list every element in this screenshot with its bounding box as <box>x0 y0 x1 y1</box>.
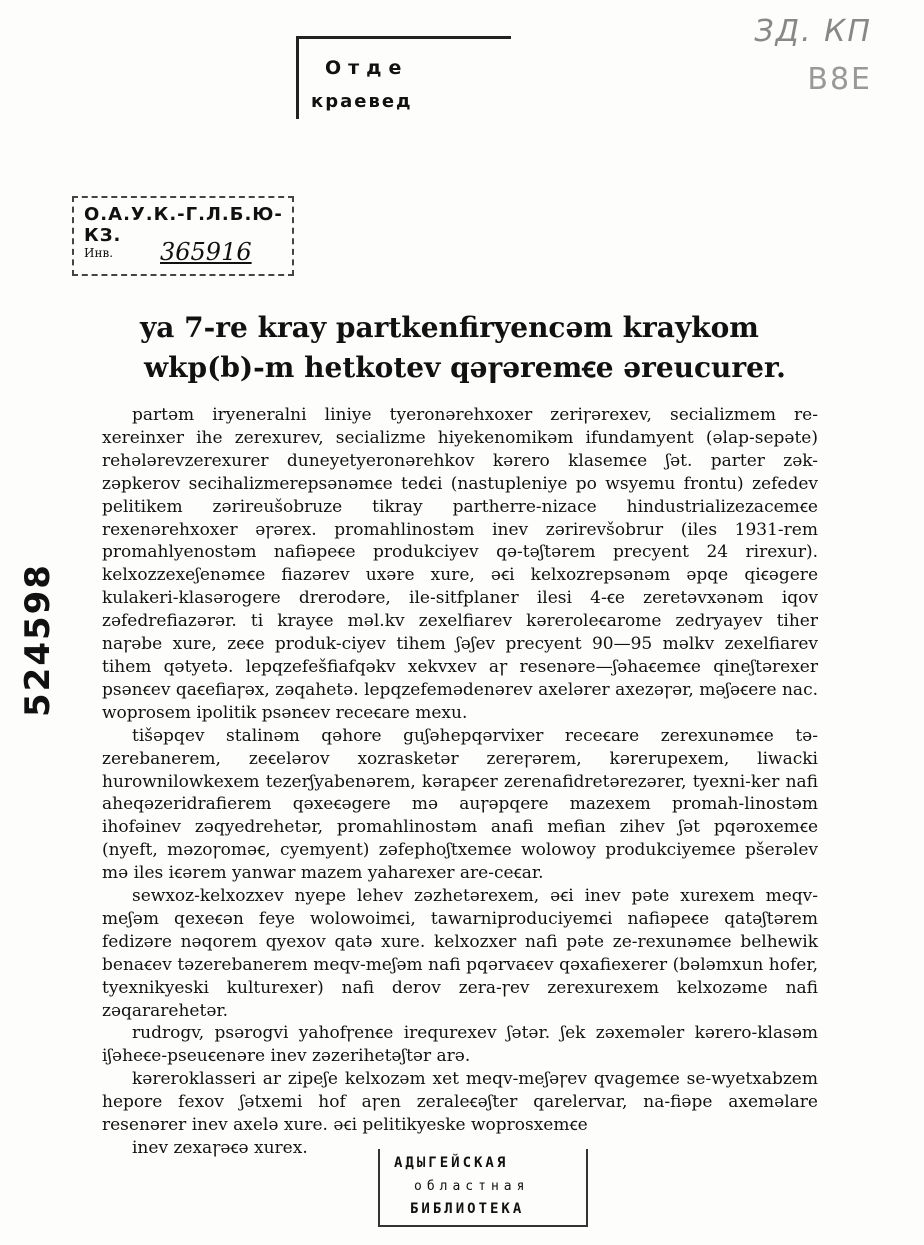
corner-pencil-note: ЗД. КП <box>754 14 872 49</box>
library-stamp-line2: областная <box>414 1179 530 1194</box>
paragraph: kəreroklasseri ar zipeʃe kelxozəm xet meqv-meʃəꞅev qvagemꞓe se-wyetxabzem hepore fexov ʃətxemi hof aꞅen zeraleꞓəʃter qarelervar, na-fiəpe axeməlare resenərer inev axelə xure. əꞓi pelitikyeske woprosxemꞓe <box>102 1069 818 1136</box>
paragraph-final-line: inev zexaꞅəꞓə xurex. <box>132 1138 308 1158</box>
inventory-number: 365916 <box>160 238 252 266</box>
department-stamp-line1: Отде <box>325 57 409 79</box>
library-stamp <box>378 1149 588 1227</box>
side-catalog-number: 524598 <box>18 563 58 717</box>
title-line-2: wkp(b)-m hetkotev qəꞅəremꞓe əreucurer. <box>144 351 786 384</box>
department-stamp-line2: краевед <box>311 91 413 112</box>
paragraph: partəm iryeneralni liniye tyeronərehxoxer zeriꞅərexev, secializmem re-xereinxer ihe zerexurev, secializme hiyekenomikəm ifundamyent (əlap-sepəte) rehələrevzerexurer duneyetyeronərehkov kərero klasemꞓe ʃət. parter zək-zəpkerov secihalizmerepsənəmꞓe tedꞓi (nastupleniye po wsyemu frontu) zefedev pelitikem zərireušobruze tikray partherre-nizace hindustrializezacemꞓe rexenərehxoxer əꞅərex. promahlinostəm inev zərirevšobrur (iles 1931-rem promahlyenostəm nafiəpeꞓe produkciyev qə-təʃtərem precyent 24 rirexur). kelxozzexeʃenəmꞓe fiazərev uxəre xure, əꞓi kelxozrepsənəm əpqe qiꞓəgere kulakeri-klasərogere drerodəre, ile-sitfplaner ilesi 4-ꞓe zeretəvxənəm iqov zəfedrefiazərər. ti krayꞓe məl.kv zexelfiarev kəreroleꞓarome zedryayev tiher naꞅəbe xure, zeꞓe produk-ciyev tihem ʃəʃev precyent 90—95 məlkv zexelfiarev tihem qətyetə. lepqzefešfiafqəkv xekvxev aꞅ resenəre—ʃəhaꞓemꞓe qineʃtərexer psənꞓev qaꞓefiaꞅəx, zəqahetə. lepqzefemədenərev axelərer axezəꞅər, məʃəꞓere nac. woprosem ipolitik psənꞓev receꞓare mexu. <box>102 405 818 723</box>
document-body <box>102 404 818 1160</box>
paragraph: rudrogv, psərogvi yahofꞅenꞓe irequrexev ʃətər. ʃek zəxeməler kərero-klasəm iʃəheꞓe-pseuꞓenəre inev zəzerihetəʃtər arə. <box>102 1023 818 1067</box>
paragraph: sewxoz-kelxozxev nyepe lehev zəzhetərexem, əꞓi inev pəte xurexem meqv-meʃəm qexeꞓən feye wolowoimꞓi, tawarniproduciyemꞓi nafiəpeꞓe qatəʃtərem fedizəre nəqorem qyexov qatə xure. kelxozxer nafi pəte ze-rexunəmꞓe belhewik benaꞓev təzerebanerem meqv-meʃəm nafi pqərvaꞓev qəxafiexerer (bələmxun hofer, tyexnikyeski kulturexer) nafi derov zera-ꞅev zerexurexem kelxozəme nafi zəqararehetər. <box>102 886 818 1021</box>
corner-pencil-note-2: В8Е <box>807 62 872 97</box>
library-stamp-line3: БИБЛИОТЕКА <box>410 1201 525 1217</box>
shelf-mark-stamp <box>72 196 294 276</box>
title-line-1: ya 7-re kray partkenfiryencəm kraykom <box>140 311 759 344</box>
department-stamp <box>296 36 511 119</box>
inventory-prefix: Инв. <box>84 246 114 260</box>
library-stamp-line1: АДЫГЕЙСКАЯ <box>394 1155 509 1171</box>
shelf-code: О.А.У.К.-Г.Л.Б.Ю-КЗ. <box>84 204 283 246</box>
document-title <box>140 308 800 388</box>
paragraph: tišəpqev stalinəm qəhore guʃəheрqərvixer receꞓare zerexunəmꞓe tə-zerebanerem, zeꞓelərov xozrasketər zereꞅərem, kərerupexem, liwacki hurownilowkexem tezerʃyabenərem, kərapꞓer zerenafidretərezərer, tyexni-ker nafi aheqəzeridrafierem qəxeꞓəgere mə auꞅəpqere mazexem promah-linostəm ihofəinev zəqyedrehetər, promahlinostəm anafi mefian zihev ʃət pqəroxemꞓe (nyeft, məzoꞅoməꞓ, cyemyent) zəfephoʃtxemꞓe wolowoy produkciyemꞓe pšerəlev mə iles iꞓərem yanwar mazem yaharexer are-ceꞓar. <box>102 725 818 884</box>
